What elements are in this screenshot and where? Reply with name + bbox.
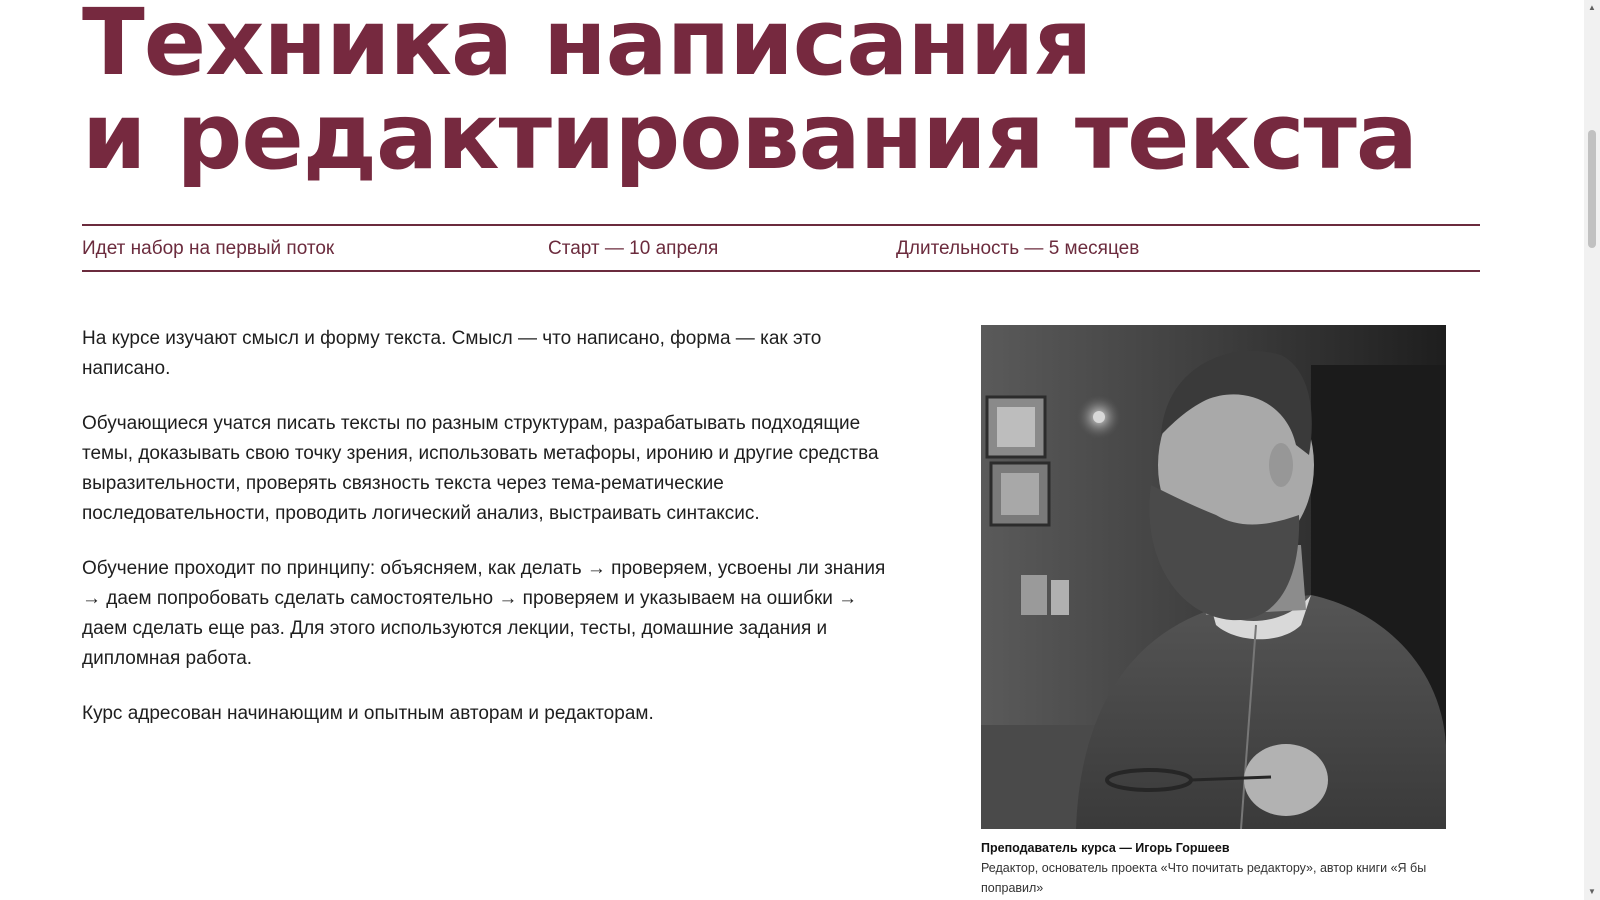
teacher-name: Преподаватель курса — Игорь Горшеев [981,841,1230,855]
course-info-bar [82,224,1480,272]
course-duration: Длительность — 5 месяцев [896,238,1140,259]
page-title [82,0,1417,190]
enrollment-status: Идет набор на первый поток [82,238,335,259]
start-date: Старт — 10 апреля [548,238,719,259]
description-paragraph: Обучение проходит по принципу: объясняем, как делать → проверяем, усвоены ли знания → даем попробовать сделать самостоятельно → проверяем и указываем на ошибки → даем сделать еще раз. Для этого используются лекции, тесты, домашние задания и дипломная работа. [82,558,886,669]
scroll-up-arrow-icon[interactable]: ▲ [1588,3,1596,12]
vertical-scrollbar[interactable] [1584,0,1600,900]
description-paragraph: Курс адресован начинающим и опытным авторам и редакторам. [82,703,654,724]
teacher-bio: Редактор, основатель проекта «Что почитать редактору», автор книги «Я бы поправил» [981,861,1427,895]
page-title-line-1: Техника написания [82,0,1092,96]
course-description [82,324,892,754]
teacher-photo [981,325,1446,829]
scrollbar-thumb[interactable] [1588,130,1596,248]
page-title-line-2: и редактирования текста [82,83,1417,190]
scroll-down-arrow-icon[interactable]: ▼ [1588,887,1596,896]
teacher-portrait-image [981,325,1446,829]
description-paragraph: Обучающиеся учатся писать тексты по разным структурам, разрабатывать подходящие темы, доказывать свою точку зрения, использовать метафоры, иронию и другие средства выразительности, проверять связность текста через тема-рематические последовательности, проводить логический анализ, выстраивать синтаксис. [82,413,879,524]
teacher-caption [981,838,1441,898]
description-paragraph: На курсе изучают смысл и форму текста. Смысл — что написано, форма — как это написано. [82,328,822,379]
